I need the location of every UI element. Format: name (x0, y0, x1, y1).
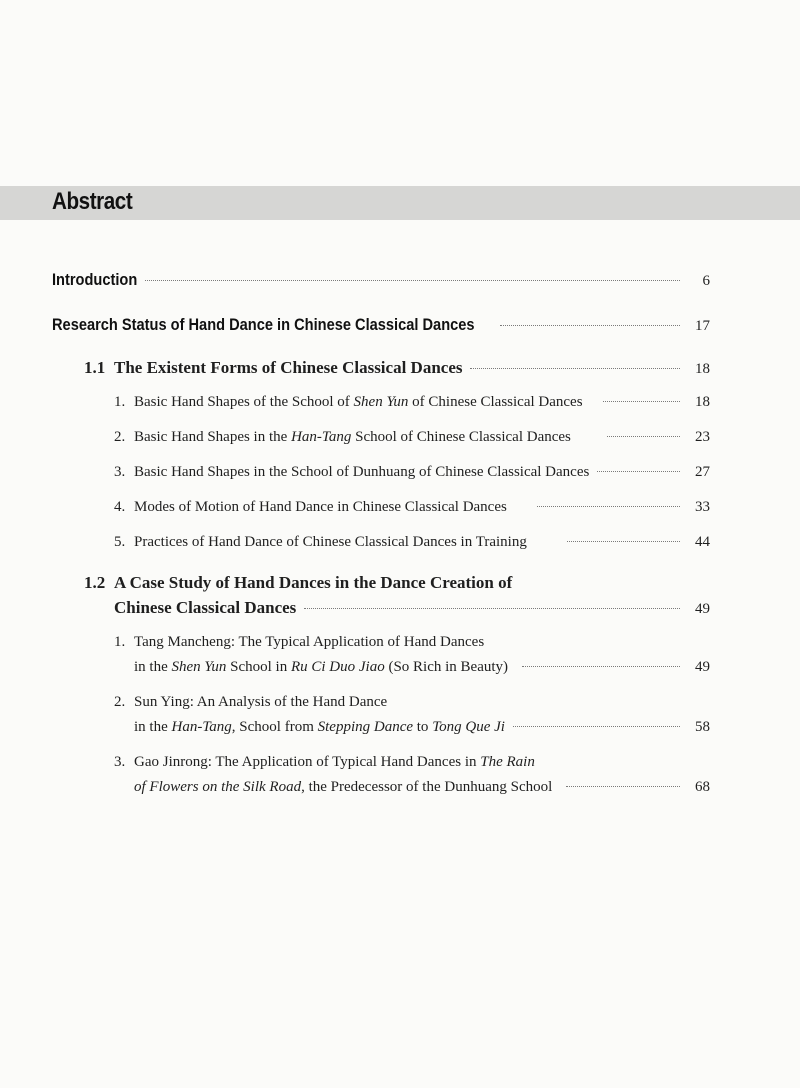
toc-entry-1-1-2[interactable] (114, 429, 710, 446)
item-text: in the (134, 659, 172, 675)
toc-entry-1-2-1-line1[interactable] (114, 634, 484, 651)
leader-dots (607, 436, 680, 437)
section-number: 1.2 (84, 573, 106, 592)
toc-entry-1-2-3[interactable] (134, 779, 710, 796)
item-text: , the Predecessor of the Dunhuang School (301, 779, 553, 795)
item-text: in the (134, 719, 172, 735)
item-text: Gao Jinrong: The Application of Typical Hand Dances in (134, 754, 481, 770)
item-text: Basic Hand Shapes in the (134, 429, 292, 445)
toc-entry-section-1-1[interactable] (84, 358, 710, 378)
item-italic: Tong Que Ji (432, 719, 505, 735)
toc-page-number: 49 (695, 601, 710, 617)
item-text: Practices of Hand Dance of Chinese Classical Dances in Training (134, 534, 527, 550)
item-number: 4. (114, 499, 126, 515)
leader-dots (567, 541, 680, 542)
toc-page-number: 23 (695, 429, 710, 445)
item-text: Sun Ying: An Analysis of the Hand Dance (134, 694, 388, 710)
toc-page-number: 68 (695, 779, 710, 795)
leader-dots (470, 368, 680, 369)
toc-page-number: 33 (695, 499, 710, 515)
leader-dots (537, 506, 680, 507)
item-text: to (413, 719, 433, 735)
toc-entry-1-1-1[interactable] (114, 394, 710, 411)
leader-dots (566, 786, 680, 787)
item-text: Basic Hand Shapes in the School of Dunhuang of Chinese Classical Dances (134, 464, 590, 480)
leader-dots (597, 471, 680, 472)
leader-dots (522, 666, 680, 667)
item-text: of Chinese Classical Dances (408, 394, 583, 410)
item-text: School of Chinese Classical Dances (351, 429, 571, 445)
toc-page-number: 17 (695, 318, 710, 334)
page-title: Abstract (52, 188, 133, 215)
item-italic: Han-Tang (171, 719, 232, 735)
leader-dots (603, 401, 680, 402)
item-number: 3. (114, 754, 126, 770)
section-title: The Existent Forms of Chinese Classical Dances (114, 358, 463, 377)
item-number: 2. (114, 429, 126, 445)
toc-entry-chapter-1[interactable] (52, 315, 710, 335)
toc-label: Research Status of Hand Dance in Chinese Classical Dances (52, 315, 475, 334)
item-italic: Han-Tang (291, 429, 352, 445)
item-italic: of Flowers on the Silk Road (134, 779, 302, 795)
item-italic: Stepping Dance (317, 719, 414, 735)
toc-page-number: 27 (695, 464, 710, 480)
toc-entry-introduction[interactable] (52, 270, 710, 290)
item-text: , School from (231, 719, 318, 735)
toc-page-number: 44 (695, 534, 710, 550)
item-text: Tang Mancheng: The Typical Application of Hand Dances (134, 634, 485, 650)
toc-entry-1-2-3-line1[interactable] (114, 754, 535, 771)
toc-entry-1-2-2-line1[interactable] (114, 694, 387, 711)
item-number: 1. (114, 634, 126, 650)
item-italic: Shen Yun (353, 394, 409, 410)
item-number: 3. (114, 464, 126, 480)
toc-page-number: 6 (702, 273, 710, 289)
toc-page-number: 49 (695, 659, 710, 675)
leader-dots (304, 608, 680, 609)
section-title-continued: Chinese Classical Dances (114, 598, 297, 617)
item-text: (So Rich in Beauty) (384, 659, 509, 675)
item-text: Basic Hand Shapes of the School of (134, 394, 354, 410)
toc-entry-1-1-3[interactable] (114, 464, 710, 481)
section-number: 1.1 (84, 358, 106, 377)
abstract-banner (0, 186, 800, 220)
item-number: 1. (114, 394, 126, 410)
toc-entry-1-2-2[interactable] (134, 719, 710, 736)
toc-entry-1-1-5[interactable] (114, 534, 710, 551)
toc-page-number: 58 (695, 719, 710, 735)
toc-page-number: 18 (695, 361, 710, 377)
item-italic: Shen Yun (171, 659, 227, 675)
leader-dots (145, 280, 680, 281)
item-number: 2. (114, 694, 126, 710)
toc-entry-1-1-4[interactable] (114, 499, 710, 516)
toc-entry-section-1-2[interactable] (114, 598, 710, 618)
item-text: School in (226, 659, 291, 675)
toc-label: Introduction (52, 270, 138, 289)
item-text: Modes of Motion of Hand Dance in Chinese Classical Dances (134, 499, 507, 515)
leader-dots (500, 325, 680, 326)
section-title: A Case Study of Hand Dances in the Dance Creation of (114, 573, 513, 592)
item-italic: The Rain (480, 754, 535, 770)
leader-dots (513, 726, 680, 727)
item-italic: Ru Ci Duo Jiao (290, 659, 385, 675)
item-number: 5. (114, 534, 126, 550)
toc-entry-section-1-2-line1[interactable] (84, 573, 512, 593)
toc-entry-1-2-1[interactable] (134, 659, 710, 676)
toc-page-number: 18 (695, 394, 710, 410)
